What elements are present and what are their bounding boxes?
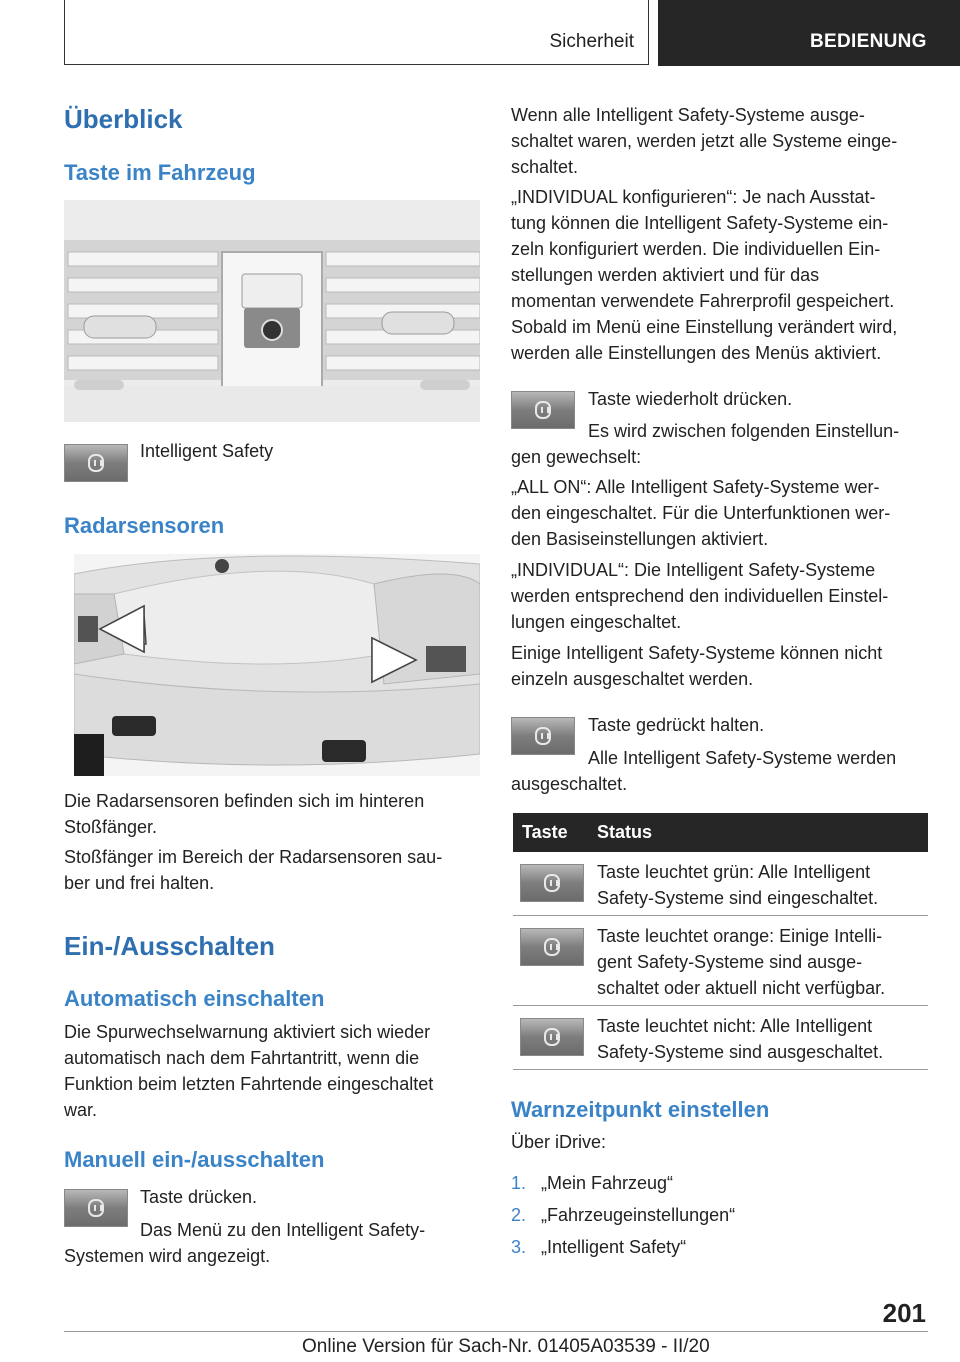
- radar-text-1: Die Radarsensoren befinden sich im hinteren Stoßfänger.: [64, 791, 425, 837]
- step-number: 1.: [511, 1173, 527, 1193]
- heading-ein-ausschalten: Ein-/Ausschalten: [64, 931, 275, 961]
- right-text-1: Wenn alle Intelligent Safety-Systeme ausge- schaltet waren, werden jetzt alle Systeme einge- schaltet.: [511, 105, 898, 177]
- step-text: „Mein Fahrzeug“: [541, 1173, 674, 1193]
- right-text-some: Einige Intelligent Safety-Systeme können nicht einzeln ausgeschaltet werden.: [511, 643, 883, 689]
- step-text: „Fahrzeugeinstellungen“: [541, 1205, 736, 1225]
- repeat-result-l1: Es wird zwischen folgenden Einstellun-: [588, 421, 900, 441]
- radar-sensor-photo: [74, 554, 480, 776]
- heading-warnzeitpunkt: Warnzeitpunkt einstellen: [511, 1097, 770, 1122]
- dashboard-illustration: [64, 200, 480, 422]
- page-title: Überblick: [64, 104, 183, 134]
- intelligent-safety-button-icon: [64, 1189, 128, 1227]
- footer-divider: [64, 1331, 928, 1332]
- step-text: „Intelligent Safety“: [541, 1237, 687, 1257]
- right-text-individual: „INDIVIDUAL konfigurieren“: Je nach Ausstat- tung können die Intelligent Safety-Systeme ein- zeln konfiguriert werden. Die individuellen Ein- stellungen werden aktiviert und für das momentan verwendete Fahrerprofil gespeichert. Sobald im Menü eine Einstellung verändert wird, werden alle Einstellungen des Menüs aktiviert.: [511, 187, 898, 363]
- heading-radarsensoren: Radarsensoren: [64, 513, 225, 538]
- table-header-taste: Taste: [522, 822, 568, 842]
- repeat-result-l2: gen gewechselt:: [511, 447, 642, 467]
- manual-result-l1: Das Menü zu den Intelligent Safety-: [140, 1220, 426, 1240]
- step-number: 2.: [511, 1205, 527, 1225]
- repeat-step: Taste wiederholt drücken.: [588, 389, 793, 409]
- hold-result-l1: Alle Intelligent Safety-Systeme werden: [588, 748, 897, 768]
- right-text-all-on: „ALL ON“: Alle Intelligent Safety-Systeme wer- den eingeschaltet. Für die Unterfunktionen wer- den Basiseinstellungen aktiviert.: [511, 477, 891, 549]
- heading-automatisch-einschalten: Automatisch einschalten: [64, 986, 325, 1011]
- header-section-title: Sicherheit: [549, 31, 634, 52]
- intelligent-safety-button-icon: [511, 391, 575, 429]
- hold-step: Taste gedrückt halten.: [588, 715, 765, 735]
- header-section-box: [64, 0, 649, 65]
- idrive-intro: Über iDrive:: [511, 1132, 607, 1152]
- heading-taste-im-fahrzeug: Taste im Fahrzeug: [64, 160, 256, 185]
- table-row: Taste leuchtet grün: Alle Intelligent Safety-Systeme sind eingeschaltet.: [513, 852, 928, 916]
- intelligent-safety-button-icon: [64, 444, 128, 482]
- heading-manuell: Manuell ein-/ausschalten: [64, 1147, 325, 1172]
- button-off-icon: [520, 1018, 584, 1056]
- manual-step: Taste drücken.: [140, 1187, 258, 1207]
- button-caption: Intelligent Safety: [140, 441, 274, 461]
- button-green-icon: [520, 864, 584, 902]
- status-table: [513, 813, 928, 1070]
- intelligent-safety-button-icon: [511, 717, 575, 755]
- right-text-individual-2: „INDIVIDUAL“: Die Intelligent Safety-Systeme werden entsprechend den individuellen Einstel- lungen eingeschaltet.: [511, 560, 889, 632]
- car-rear-illustration: [74, 554, 480, 776]
- footer-version: Online Version für Sach-Nr. 01405A03539 - II/20: [302, 1336, 710, 1357]
- step-number: 3.: [511, 1237, 527, 1257]
- button-location-photo: [64, 200, 480, 422]
- header-chapter-title: BEDIENUNG: [810, 31, 927, 52]
- automatic-text: Die Spurwechselwarnung aktiviert sich wieder automatisch nach dem Fahrtantritt, wenn die Funktion beim letzten Fahrtende eingeschaltet war.: [64, 1022, 434, 1120]
- page-number: 201: [882, 1298, 926, 1328]
- manual-result-l2: Systemen wird angezeigt.: [64, 1246, 271, 1266]
- radar-text-2: Stoßfänger im Bereich der Radarsensoren sau- ber und frei halten.: [64, 847, 443, 893]
- hold-result-l2: ausgeschaltet.: [511, 774, 628, 794]
- table-row: Taste leuchtet nicht: Alle Intelligent Safety-Systeme sind ausgeschaltet.: [513, 1006, 928, 1070]
- table-row: Taste leuchtet orange: Einige Intelli- gent Safety-Systeme sind ausge- schaltet oder aktuell nicht verfügbar.: [513, 916, 928, 1006]
- table-header-status: Status: [597, 822, 653, 842]
- table-header: [513, 813, 928, 852]
- button-orange-icon: [520, 928, 584, 966]
